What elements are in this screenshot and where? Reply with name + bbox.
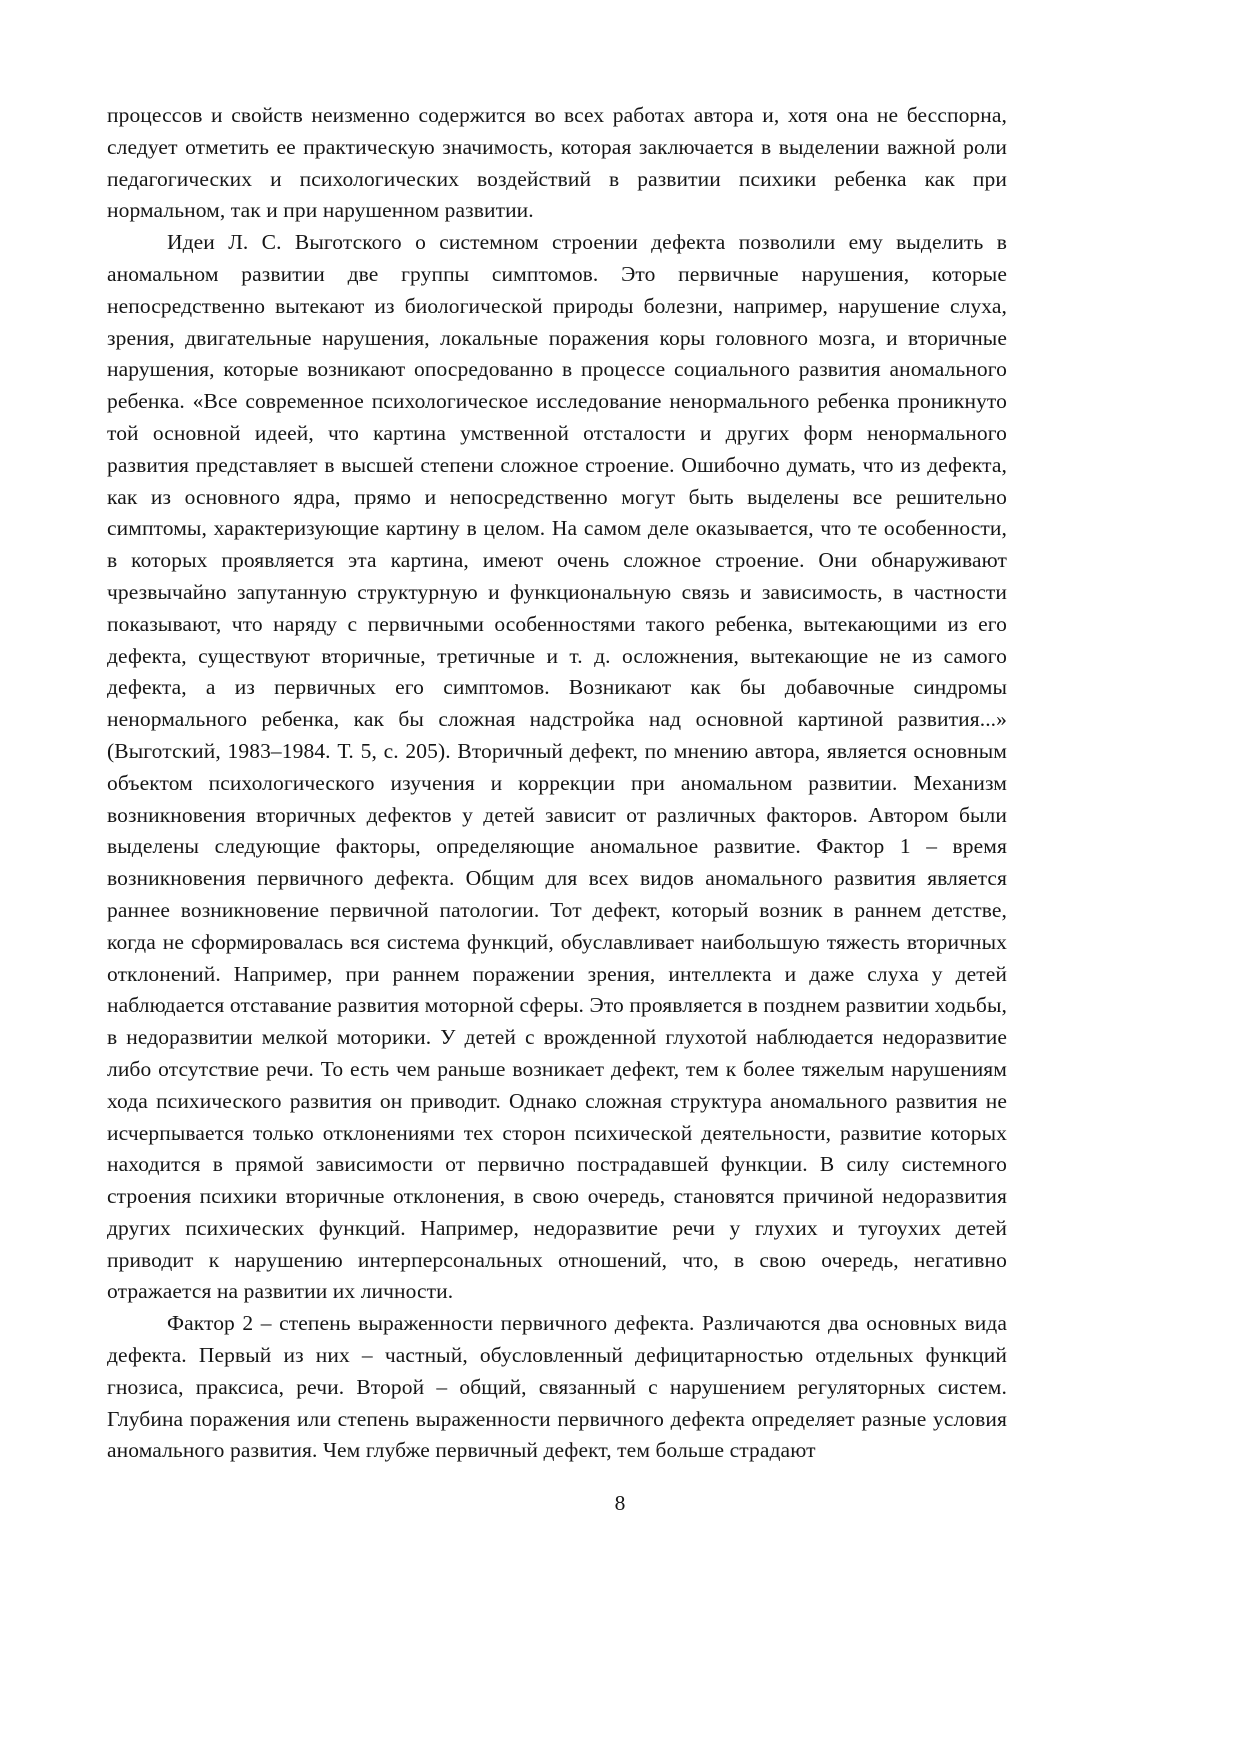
paragraph-continuation: процессов и свойств неизменно содержится во всех работах автора и, хотя она не бесспорна, следует отметить ее практическую значимость, которая заключается в выделении важной роли педагогических и психологических воздействий в развитии психики ребенка как при нормальном, так и при нарушенном развитии.: [107, 103, 1007, 223]
paragraph-factor-2: Фактор 2 – степень выраженности первичного дефекта. Различаются два основных вида дефекта. Первый из них – частный, обусловленный дефицитарностью отдельных функций гнозиса, праксиса, речи. Второй – общий, связанный с нарушением регуляторных систем. Глубина поражения или степень выраженности первичного дефекта определяет разные условия аномального развития. Чем глубже первичный дефект, тем больше страдают: [107, 1311, 1007, 1463]
paragraph-vygotsky-defect-structure: Идеи Л. С. Выготского о системном строении дефекта позволили ему выделить в аномальном развитии две группы симптомов. Это первичные нарушения, которые непосредственно вытекают из биологической природы болезни, например, нарушение слуха, зрения, двигательные нарушения, локальные поражения коры головного мозга, и вторичные нарушения, которые возникают опосредованно в процессе социального развития аномального ребенка. «Все современное психологическое исследование ненормального ребенка проникнуто той основной идеей, что картина умственной отсталости и других форм ненормального развития представляет в высшей степени сложное строение. Ошибочно думать, что из дефекта, как из основного ядра, прямо и непосредственно могут быть выделены все решительно симптомы, характеризующие картину в целом. На самом деле оказывается, что те особенности, в которых проявляется эта картина, имеют очень сложное строение. Они обнаруживают чрезвычайно запутанную структурную и функциональную связь и зависимость, в частности показывают, что наряду с первичными особенностями такого ребенка, вытекающими из его дефекта, существуют вторичные, третичные и т. д. осложнения, вытекающие не из самого дефекта, а из первичных его симптомов. Возникают как бы добавочные синдромы ненормального ребенка, как бы сложная надстройка над основной картиной развития...» (Выготский, 1983–1984. Т. 5, с. 205). Вторичный дефект, по мнению автора, является основным объектом психологического изучения и коррекции при аномальном развитии. Механизм возникновения вторичных дефектов у детей зависит от различных факторов. Автором были выделены следующие факторы, определяющие аномальное развитие. Фактор 1 – время возникновения первичного дефекта. Общим для всех видов аномального развития является раннее возникновение первичной патологии. Тот дефект, который возник в раннем детстве, когда не сформировалась вся система функций, обуславливает наибольшую тяжесть вторичных отклонений. Например, при раннем поражении зрения, интеллекта и даже слуха у детей наблюдается отставание развития моторной сферы. Это проявляется в позднем развитии ходьбы, в недоразвитии мелкой моторики. У детей с врожденной глухотой наблюдается недоразвитие либо отсутствие речи. То есть чем раньше возникает дефект, тем к более тяжелым нарушениям хода психического развития он приводит. Однако сложная структура аномального развития не исчерпывается только отклонениями тех сторон психической деятельности, развитие которых находится в прямой зависимости от первично пострадавшей функции. В силу системного строения психики вторичные отклонения, в свою очередь, становятся причиной недоразвития других психических функций. Например, недоразвитие речи у глухих и тугоухих детей приводит к нарушению интерперсональных отношений, что, в свою очередь, негативно отражается на развитии их личности.: [107, 230, 1007, 1304]
page-number: 8: [614, 1491, 626, 1515]
text-block: [107, 100, 1007, 1467]
